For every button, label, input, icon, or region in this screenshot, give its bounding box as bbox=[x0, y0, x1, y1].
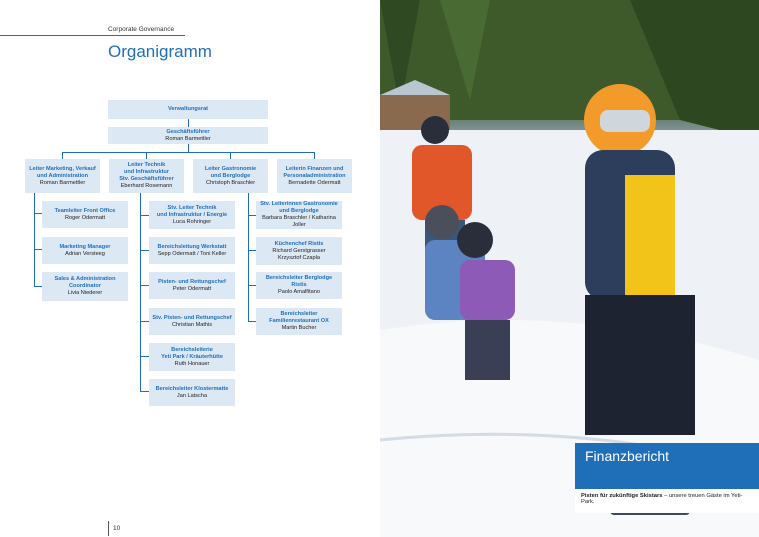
section-label: Corporate Governance bbox=[108, 26, 175, 33]
org-box bbox=[256, 308, 342, 335]
org-role: Leiter Marketing, Verkauf und Administration bbox=[29, 165, 96, 179]
org-role: Pisten- und Rettungschef bbox=[158, 278, 226, 285]
org-person: Roger Odermatt bbox=[64, 214, 106, 221]
org-person: Livia Niederer bbox=[67, 290, 103, 296]
page-number: 10 bbox=[113, 525, 121, 532]
connector bbox=[146, 152, 147, 159]
photo-caption bbox=[575, 489, 759, 513]
org-person: Peter Odermatt bbox=[172, 285, 212, 292]
connector bbox=[248, 321, 256, 322]
org-role: Bereichsleitung Werkstatt bbox=[157, 243, 227, 250]
connector bbox=[34, 213, 42, 214]
org-box-head bbox=[193, 159, 268, 193]
org-person: Martin Bucher bbox=[281, 325, 317, 331]
org-box-head bbox=[109, 159, 184, 193]
org-box bbox=[149, 379, 235, 406]
connector bbox=[34, 193, 35, 286]
org-role: Bereichsleiter Familienrestaurant OX bbox=[269, 311, 329, 324]
header-rule bbox=[0, 35, 185, 36]
connector bbox=[140, 321, 149, 322]
org-box bbox=[149, 343, 235, 371]
org-role: Marketing Manager bbox=[59, 243, 111, 250]
org-person: Eberhard Rosemann bbox=[120, 183, 173, 189]
org-role: Stv. Leiter Technik und Infrastruktur / Energie bbox=[156, 204, 228, 218]
org-person: Barbara Braschler / Katharina Joller bbox=[262, 215, 336, 228]
connector bbox=[140, 193, 141, 392]
org-role: Bereichsleiterie Yeti Park / Kräuterhütte bbox=[161, 346, 223, 360]
connector bbox=[188, 119, 189, 127]
connector bbox=[62, 152, 63, 159]
org-role: Teamleiter Front Office bbox=[54, 207, 116, 214]
org-person: Bernadette Odermatt bbox=[288, 179, 341, 186]
caption-rest: – unsere treuen Gäste im Yeti-Park. bbox=[581, 493, 743, 505]
org-box-head bbox=[25, 159, 100, 193]
org-role: Stv. Pisten- und Rettungschef bbox=[152, 314, 232, 321]
org-box bbox=[256, 201, 342, 229]
org-box bbox=[256, 272, 342, 299]
connector bbox=[62, 152, 315, 153]
page-number-rule bbox=[108, 521, 109, 536]
org-box bbox=[149, 201, 235, 229]
org-box bbox=[42, 201, 128, 228]
org-role: Bereichsleiter Berglodge Ristis bbox=[265, 275, 333, 288]
org-role: Bereichsleiter Klostermatte bbox=[155, 385, 229, 392]
org-box bbox=[42, 237, 128, 264]
connector bbox=[248, 250, 256, 251]
org-person: Roman Barmettler bbox=[39, 179, 86, 186]
org-role: Leiter Technik und Infrastruktur Stv. Geschäftsführer bbox=[119, 162, 174, 182]
connector bbox=[140, 250, 149, 251]
org-person: Roman Barmettler bbox=[165, 135, 211, 142]
org-person: Sepp Odermatt / Toni Keller bbox=[157, 250, 227, 257]
connector bbox=[248, 215, 256, 216]
page-title: Organigramm bbox=[108, 42, 212, 61]
connector bbox=[140, 391, 149, 392]
connector bbox=[248, 193, 249, 321]
org-person: Adrian Versteeg bbox=[65, 250, 105, 257]
org-box bbox=[149, 272, 235, 299]
org-role: Verwaltungsrat bbox=[167, 106, 209, 112]
org-person: Luca Rohringer bbox=[172, 218, 212, 225]
org-role: Leiterin Finanzen und Personaladministration bbox=[283, 165, 346, 179]
org-role: Küchenchef Ristis bbox=[274, 240, 324, 247]
org-person: Christoph Braschler bbox=[205, 179, 256, 186]
connector bbox=[140, 215, 149, 216]
org-box bbox=[256, 237, 342, 265]
org-box bbox=[149, 308, 235, 335]
org-person: Paolo Amalfitano bbox=[278, 289, 320, 295]
org-role: Sales & Administration Coordinator bbox=[54, 276, 116, 289]
org-box-head bbox=[277, 159, 352, 193]
org-person: Jan Latscha bbox=[176, 392, 208, 399]
connector bbox=[314, 152, 315, 159]
connector bbox=[230, 152, 231, 159]
connector bbox=[34, 286, 42, 287]
connector bbox=[140, 285, 149, 286]
org-box bbox=[42, 272, 128, 301]
org-box-board bbox=[108, 100, 268, 119]
org-box bbox=[149, 237, 235, 264]
connector bbox=[248, 285, 256, 286]
org-role: Leiter Gastronomie und Berglodge bbox=[204, 165, 257, 179]
org-person: Christian Mathis bbox=[171, 321, 213, 328]
connector bbox=[34, 249, 42, 250]
org-box-ceo bbox=[108, 127, 268, 144]
caption-bold: Pisten für zukünftige Skistars bbox=[581, 493, 663, 499]
org-person: Richard Gerstgrasser Krzysztof Czapla bbox=[272, 247, 326, 261]
connector bbox=[140, 356, 149, 357]
connector bbox=[188, 144, 189, 152]
org-role: Geschäftsführer bbox=[166, 128, 210, 135]
org-person: Ruth Honauer bbox=[174, 360, 210, 367]
org-role: Stv. Leiterinnen Gastronomie und Berglodge bbox=[260, 201, 338, 214]
section-heading-finanzbericht: Finanzbericht bbox=[575, 443, 759, 489]
